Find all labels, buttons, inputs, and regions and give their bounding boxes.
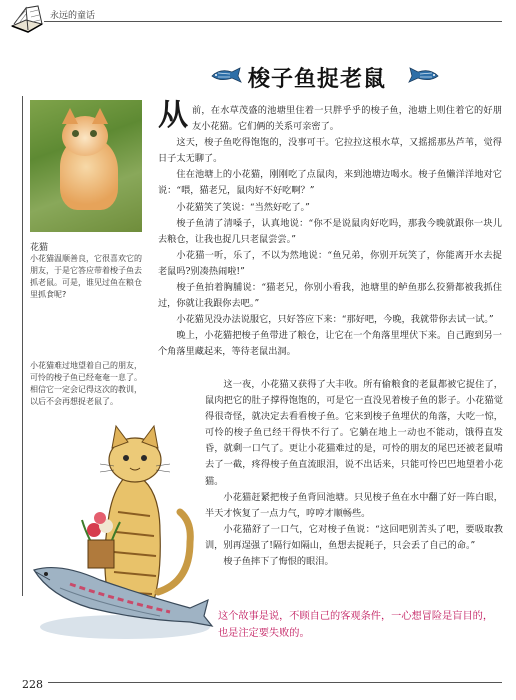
dropcap: 从 — [158, 98, 188, 133]
cat-and-pike-illustration — [30, 412, 215, 647]
photo-caption-title: 花猫 — [30, 243, 49, 253]
story-paragraph: 小花猫笑了笑说：“当然好吃了。” — [176, 201, 310, 213]
kitten-eye — [72, 130, 79, 137]
story-paragraph: 晚上，小花猫把梭子鱼带进了粮仓，让它在一个角落里埋伏下来。自己跑到另一个角落里藏起来，等待老鼠出洞。 — [158, 330, 502, 358]
title-block — [210, 62, 440, 90]
kitten-eye — [90, 130, 97, 137]
story-body — [158, 98, 502, 361]
page-title: 梭子鱼捉老鼠 — [248, 67, 387, 92]
story-paragraph: 梭子鱼拍着胸脯说：“猫老兄，你别小看我，池塘里的鲈鱼那么狡猾都被我抓住过，你就让我跟你去吧。” — [158, 282, 502, 310]
footer-rule — [48, 682, 502, 683]
photo-caption: 小花猫温顺善良，它很喜欢它的朋友，于是它答应带着梭子鱼去抓老鼠。可是，谁见过鱼在粮仓里抓食呢? — [30, 254, 142, 299]
sidebar-note: 小花猫难过地望着自己的朋友，可怜的梭子鱼已经奄奄一息了。相信它一定会记得这次的教训，以后不会再想捉老鼠了。 — [30, 361, 142, 406]
header-rule — [44, 21, 502, 22]
kitten-ear — [62, 108, 78, 124]
story-paragraph: 小花猫一听，乐了，不以为然地说：“鱼兄弟，你别开玩笑了，你能离开水去捉老鼠吗?别凑热闹啦!” — [158, 249, 502, 277]
story-paragraph: 从前，在水草茂盛的池塘里住着一只胖乎乎的梭子鱼，池塘上则住着它的好朋友小花猫。它们俩的关系可亲密了。 — [158, 98, 502, 133]
open-book-icon — [8, 2, 48, 36]
story-paragraph: 梭子鱼摔下了悔恨的眼泪。 — [223, 556, 334, 568]
flower-pot — [88, 540, 114, 568]
kitten-photo — [30, 100, 142, 232]
story-moral: 这个故事是说，不顾自己的客观条件，一心想冒险是盲目的，也是注定要失败的。 — [218, 611, 494, 639]
left-frame-rule — [22, 96, 23, 596]
kitten-ear — [92, 108, 108, 124]
page-number: 228 — [22, 678, 43, 691]
fish-icon — [408, 66, 440, 84]
fish-icon — [210, 66, 242, 84]
story-paragraph: 住在池塘上的小花猫，刚刚吃了点鼠肉，来到池塘边喝水。梭子鱼懒洋洋地对它说：“喂，猫老兄，鼠肉好不好吃啊？” — [158, 169, 502, 197]
story-paragraph: 梭子鱼清了清嗓子，认真地说：“你不是说鼠肉好吃吗，那我今晚就跟你一块儿去粮仓，让我也捉几只老鼠尝尝。” — [158, 217, 502, 245]
story-paragraph: 小花猫见没办法说服它，只好答应下来：“那好吧，今晚，我就带你去试一试。” — [176, 314, 494, 326]
story-paragraph: 小花猫舒了一口气，它对梭子鱼说：“这回吧别苦头了吧，要吸取教训，别再逞强了!隔行如隔山，鱼想去捉耗子，只会丢了自己的命。” — [205, 523, 503, 551]
story-paragraph: 这一夜，小花猫又获得了大丰收。所有偷粮食的老鼠都被它捉住了，鼠肉把它的肚子撑得饱饱的，可是它一直没见着梭子鱼的影子。小花猫觉得很奇怪，就决定去看看梭子鱼。它来到梭子鱼埋伏的角落，大吃一惊，可怜的梭子鱼已经干得快不行了。它躺在地上一动也不能动，饿得直发昏，就剩一口气了。更让小花猫难过的是，可怜的朋友的尾巴还被老鼠啃去了一截，疼得梭子鱼直流眼泪，说不出话来，只能可怜巴巴地望着小花猫。 — [205, 379, 503, 487]
story-body-lower — [205, 377, 503, 570]
story-paragraph: 小花猫赶紧把梭子鱼背回池塘。只见梭子鱼在水中翻了好一阵白眼，半天才恢复了一点力气，哼哼才顺畅些。 — [205, 491, 503, 519]
section-title: 永远的童话 — [50, 11, 96, 21]
story-paragraph: 这天，梭子鱼吃得饱饱的，没事可干。它拉拉这根水草，又摇摇那丛芦苇，觉得日子太无聊了。 — [158, 137, 502, 165]
